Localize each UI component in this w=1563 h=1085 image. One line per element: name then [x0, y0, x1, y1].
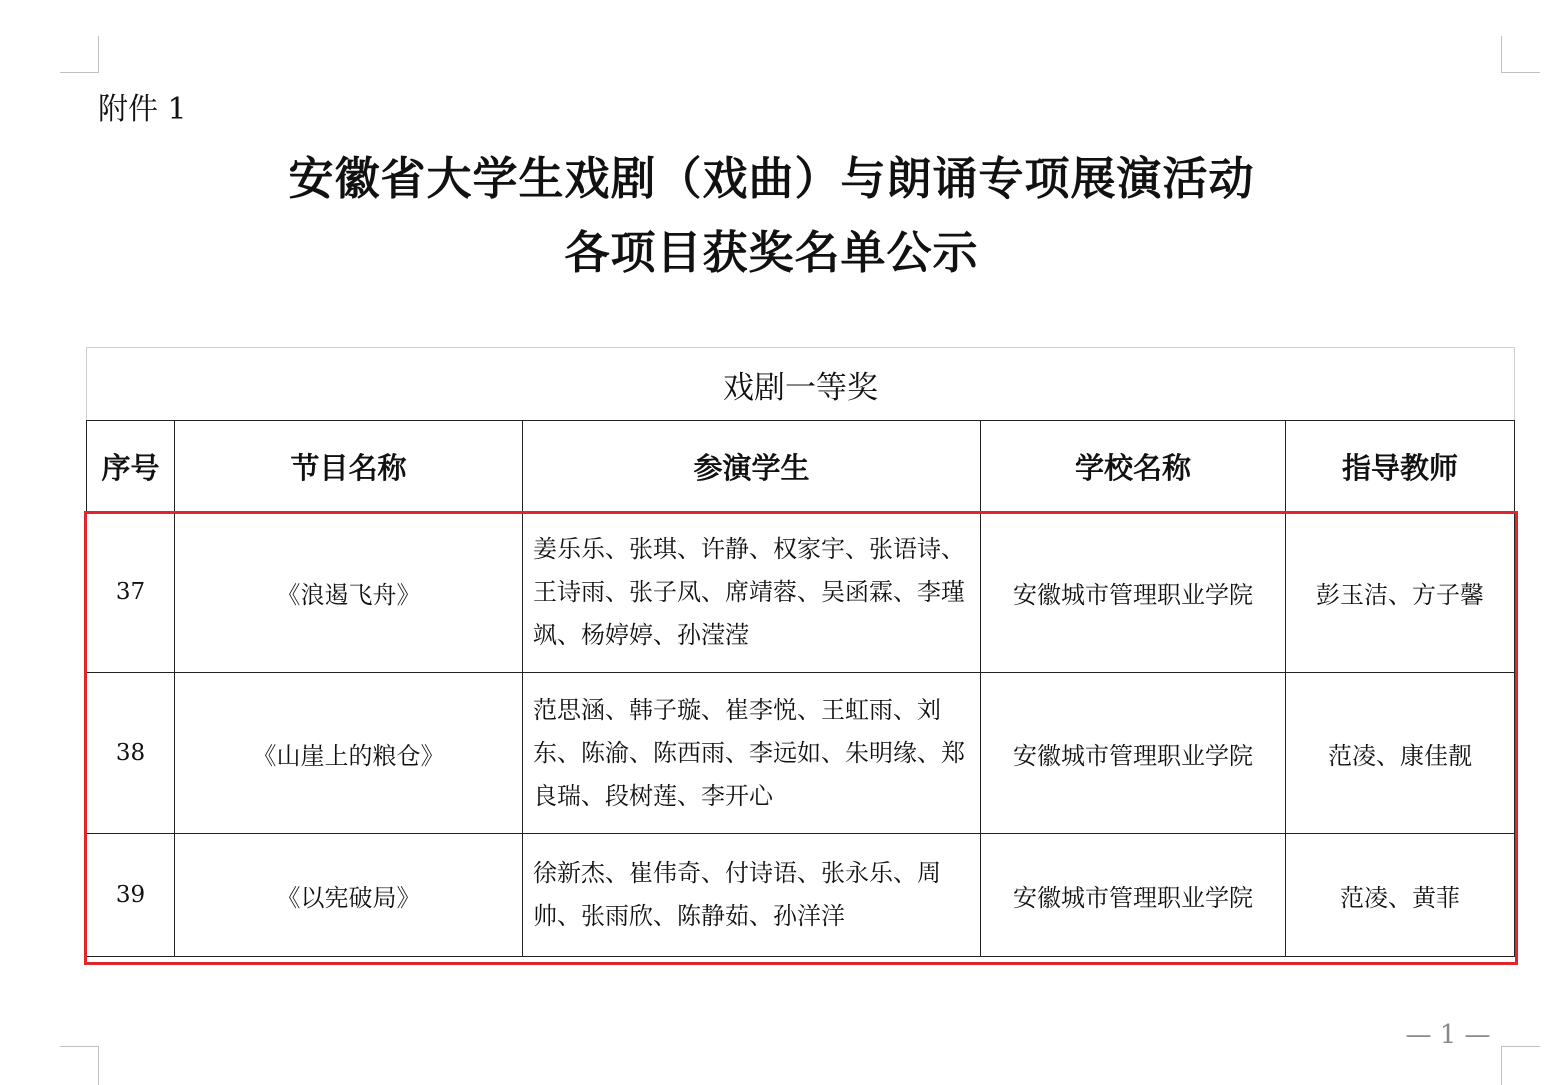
cell-teachers: 彭玉洁、方子馨 — [1286, 512, 1515, 673]
table-row — [87, 673, 1515, 834]
award-table — [86, 347, 1515, 957]
header-teachers: 指导教师 — [1286, 421, 1515, 512]
cell-teachers: 范凌、黄菲 — [1286, 834, 1515, 957]
table-caption-row — [87, 348, 1515, 421]
cell-students: 徐新杰、崔伟奇、付诗语、张永乐、周帅、张雨欣、陈静茹、孙洋洋 — [523, 834, 981, 957]
cell-students: 范思涵、韩子璇、崔李悦、王虹雨、刘东、陈渝、陈西雨、李远如、朱明缘、郑良瑞、段树莲、李开心 — [523, 673, 981, 834]
page-corner-mark-top-left — [60, 36, 99, 73]
page-corner-mark-top-right — [1501, 36, 1540, 73]
cell-program: 《浪遏飞舟》 — [175, 512, 523, 673]
attachment-label: 附件 1 — [98, 92, 187, 127]
cell-school: 安徽城市管理职业学院 — [981, 673, 1286, 834]
cell-students: 姜乐乐、张琪、许静、权家宇、张语诗、王诗雨、张子凤、席靖蓉、吴函霖、李瑾飒、杨婷婷、孙滢滢 — [523, 512, 981, 673]
document-title-line-2: 各项目获奖名单公示 — [564, 226, 979, 279]
table-header-row — [87, 421, 1515, 512]
cell-index: 37 — [87, 512, 175, 673]
header-program: 节目名称 — [175, 421, 523, 512]
cell-index: 38 — [87, 673, 175, 834]
page-corner-mark-bottom-right — [1501, 1046, 1540, 1085]
table-caption: 戏剧一等奖 — [87, 348, 1515, 421]
page-corner-mark-bottom-left — [60, 1046, 99, 1085]
cell-program: 《山崖上的粮仓》 — [175, 673, 523, 834]
cell-school: 安徽城市管理职业学院 — [981, 512, 1286, 673]
header-school: 学校名称 — [981, 421, 1286, 512]
header-students: 参演学生 — [523, 421, 981, 512]
cell-index: 39 — [87, 834, 175, 957]
header-index: 序号 — [87, 421, 175, 512]
cell-school: 安徽城市管理职业学院 — [981, 834, 1286, 957]
table-row — [87, 834, 1515, 957]
cell-teachers: 范凌、康佳靓 — [1286, 673, 1515, 834]
page-number: — 1 — — [1405, 1020, 1491, 1050]
cell-program: 《以宪破局》 — [175, 834, 523, 957]
table-row — [87, 512, 1515, 673]
document-title-line-1: 安徽省大学生戏剧（戏曲）与朗诵专项展演活动 — [288, 152, 1255, 205]
